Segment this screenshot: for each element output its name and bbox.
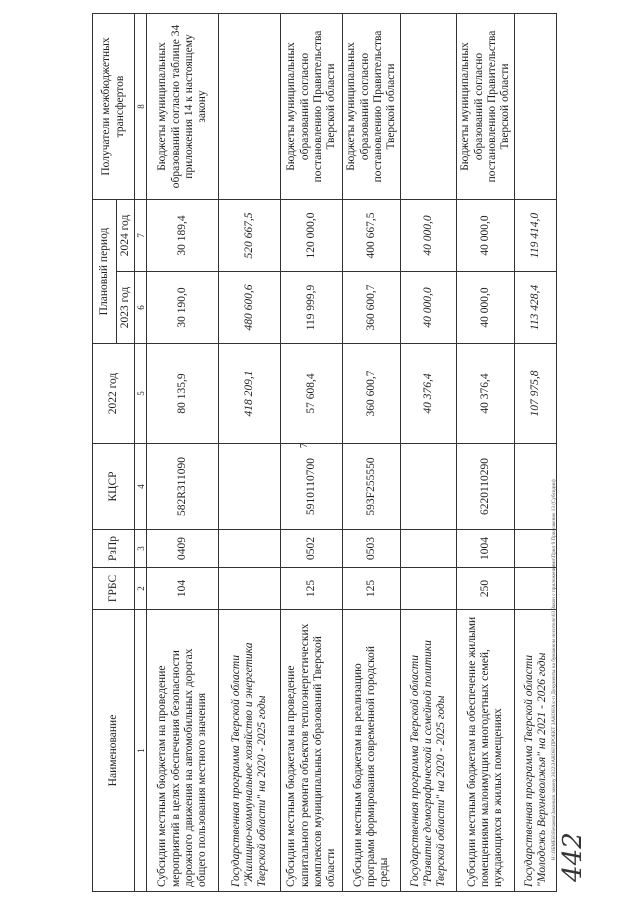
row-grbs: 125 bbox=[281, 568, 343, 610]
row-rzpr bbox=[515, 530, 557, 568]
col-number: 2 bbox=[135, 568, 147, 610]
row-recipient: Бюджеты муниципальных образований согласно постановлению Правительства Тверской области bbox=[343, 13, 401, 199]
row-kcsr bbox=[219, 444, 281, 530]
header-2023: 2023 год bbox=[117, 272, 135, 344]
col-number: 6 bbox=[135, 272, 147, 344]
row-kcsr: 593F255550 bbox=[343, 444, 401, 530]
row-name: Субсидии местным бюджетам на проведение мероприятий в целях обеспечения безопасности дорожного движения на автомобильных дорогах общего пользования местного значения bbox=[147, 610, 219, 892]
row-2024: 119 414,0 bbox=[515, 199, 557, 271]
handwritten-page-mark: 442 bbox=[557, 832, 588, 882]
table-row bbox=[457, 13, 515, 891]
row-name: Субсидии местным бюджетам на обеспечение жилыми помещениями малоимущих многодетных семей, нуждающихся в жилых помещениях bbox=[457, 610, 515, 892]
row-2023: 360 600,7 bbox=[343, 272, 401, 344]
row-name: Государственная программа Тверской области "Молодежь Верхневолжья" на 2021 - 2026 годы bbox=[515, 610, 557, 892]
row-kcsr bbox=[401, 444, 457, 530]
row-2022: 57 608,4 bbox=[281, 344, 343, 444]
row-2024: 400 667,5 bbox=[343, 199, 401, 271]
row-recipient: Бюджеты муниципальных образований согласно постановлению Правительства Тверской области bbox=[457, 13, 515, 199]
col-number: 4 bbox=[135, 444, 147, 530]
row-grbs bbox=[219, 568, 281, 610]
row-kcsr: 6220110290 bbox=[457, 444, 515, 530]
row-2022: 107 975,8 bbox=[515, 344, 557, 444]
row-rzpr: 0503 bbox=[343, 530, 401, 568]
header-2024: 2024 год bbox=[117, 199, 135, 271]
rotated-table bbox=[92, 14, 548, 892]
table-row bbox=[515, 13, 557, 891]
row-grbs: 250 bbox=[457, 568, 515, 610]
row-name: Субсидии местным бюджетам на реализацию программ формирования современной городской среды bbox=[343, 610, 401, 892]
row-rzpr bbox=[219, 530, 281, 568]
row-name: Государственная программа Тверской области "Развитие демографической и семейной политики Тверской области" на 2020 - 2025 годы bbox=[401, 610, 457, 892]
row-recipient: Бюджеты муниципальных образований согласно постановлению Правительства Тверской области bbox=[281, 13, 343, 199]
row-grbs: 125 bbox=[343, 568, 401, 610]
row-2022: 418 209,1 bbox=[219, 344, 281, 444]
row-kcsr: 5910110700 bbox=[281, 444, 343, 530]
row-grbs bbox=[401, 568, 457, 610]
row-name: Субсидии местным бюджетам на проведение капитального ремонта объектов теплоэнергетических комплексов муниципальных образований Тверской области bbox=[281, 610, 343, 892]
row-2024: 40 000,0 bbox=[457, 199, 515, 271]
row-grbs bbox=[515, 568, 557, 610]
table-row bbox=[281, 13, 343, 891]
row-2022: 360 600,7 bbox=[343, 344, 401, 444]
row-kcsr: 582R311090 bbox=[147, 444, 219, 530]
row-2022: 40 376,4 bbox=[401, 344, 457, 444]
header-planned-period: Плановый период bbox=[93, 199, 117, 343]
row-2023: 480 600,6 bbox=[219, 272, 281, 344]
col-number: 8 bbox=[135, 13, 147, 199]
row-name: Государственная программа Тверской области "Жилищно-коммунальное хозяйство и энергетика Тверской области" на 2020 - 2025 годы bbox=[219, 610, 281, 892]
row-2023: 30 190,0 bbox=[147, 272, 219, 344]
table-row bbox=[401, 13, 457, 891]
col-number: 7 bbox=[135, 199, 147, 271]
row-2024: 120 000,0 bbox=[281, 199, 343, 271]
row-2023: 113 428,4 bbox=[515, 272, 557, 344]
header-recipients: Получатели межбюджетных трансфертов bbox=[93, 13, 135, 199]
row-2024: 30 189,4 bbox=[147, 199, 219, 271]
row-grbs: 104 bbox=[147, 568, 219, 610]
col-number: 1 bbox=[135, 610, 147, 892]
row-2023: 119 999,9 bbox=[281, 272, 343, 344]
row-recipient bbox=[219, 13, 281, 199]
page-number: 7 bbox=[299, 443, 310, 448]
header-kcsr: КЦСР bbox=[93, 444, 135, 530]
header-rzpr: РзПр bbox=[93, 530, 135, 568]
row-rzpr: 0502 bbox=[281, 530, 343, 568]
row-rzpr: 0409 bbox=[147, 530, 219, 568]
row-2024: 520 667,5 bbox=[219, 199, 281, 271]
row-recipient: Бюджеты муниципальных образований согласно таблице 34 приложения 14 к настоящему закону bbox=[147, 13, 219, 199]
table-row bbox=[219, 13, 281, 891]
row-2022: 40 376,4 bbox=[457, 344, 515, 444]
row-2022: 80 135,9 bbox=[147, 344, 219, 444]
row-recipient bbox=[515, 13, 557, 199]
col-number: 3 bbox=[135, 530, 147, 568]
row-2023: 40 000,0 bbox=[401, 272, 457, 344]
header-name: Наименование bbox=[93, 610, 135, 892]
table-row bbox=[147, 13, 219, 891]
row-rzpr bbox=[401, 530, 457, 568]
row-kcsr bbox=[515, 444, 557, 530]
row-2023: 40 000,0 bbox=[457, 272, 515, 344]
col-number: 5 bbox=[135, 344, 147, 444]
header-grbs: ГРБС bbox=[93, 568, 135, 610]
row-2024: 40 000,0 bbox=[401, 199, 457, 271]
column-number-row bbox=[135, 13, 147, 891]
table-wrapper bbox=[92, 14, 548, 892]
file-path-footer: H:\ОБМЕН\Нечаева\Законы\к закону 2022\ЗАКОН\ПРОЕКТ ЗАКОНА\с-п Документы на бумажном носителе\03 Закон с приложениями\Прил 9 Приложение 13 (Субсидии) bbox=[552, 479, 557, 860]
row-rzpr: 1004 bbox=[457, 530, 515, 568]
table-row bbox=[343, 13, 401, 891]
subsidies-table bbox=[92, 13, 557, 892]
row-recipient bbox=[401, 13, 457, 199]
header-2022: 2022 год bbox=[93, 344, 135, 444]
